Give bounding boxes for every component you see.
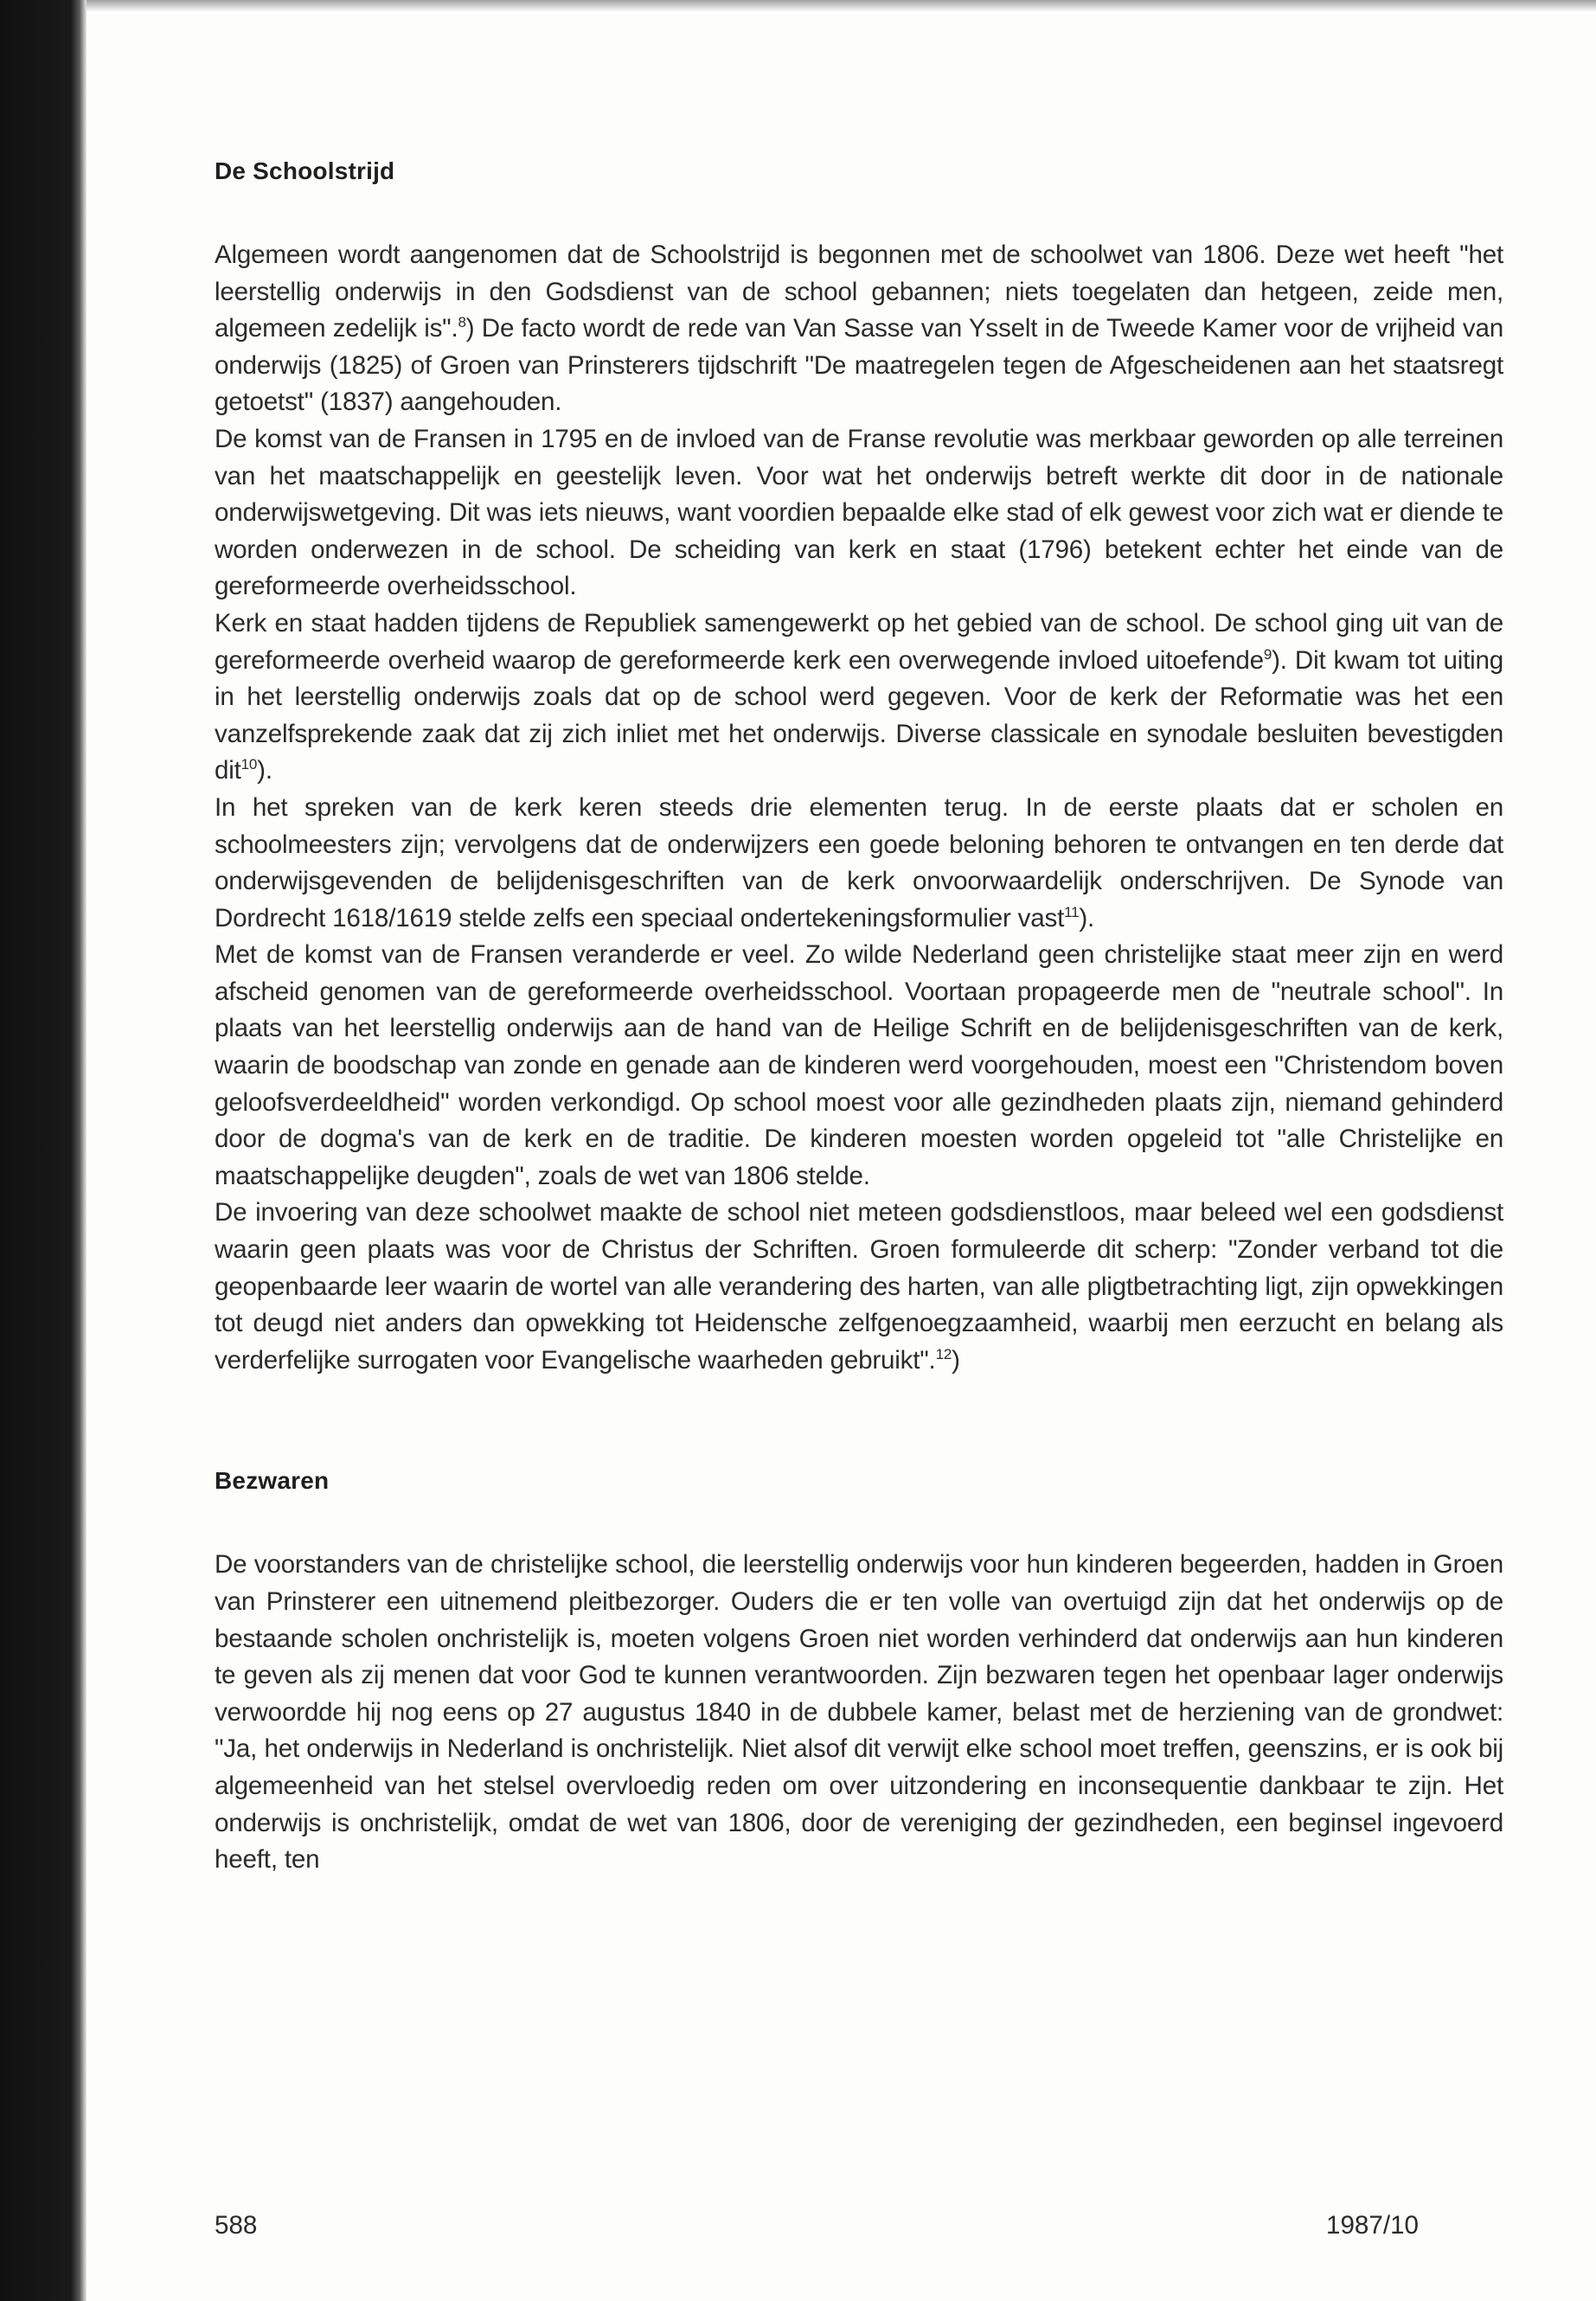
section-bezwaren xyxy=(215,1467,1503,1878)
paragraph-3 xyxy=(215,606,1503,790)
paragraph-text: ) xyxy=(952,1345,960,1375)
page-number: 588 xyxy=(215,2211,258,2240)
paragraph-text: De invoering van deze schoolwet maakte de school niet meteen godsdienstloos, maar beleed wel een godsdienst waarin geen plaats was voor de Christus der Schriften. Groen formuleerde dit scherp: "Zonder verband tot die geopenbaarde leer waarin de wortel van alle verandering des harten, van alle pligtbetrachting ligt, zijn opwekkingen tot deugd niet anders dan opwekking tot Heidensche zelfgenoegzaamheid, waarbij men eerzucht en belang als verderfelijke surrogaten voor Evangelische waarheden gebruikt". xyxy=(215,1198,1503,1375)
paragraph-text: In het spreken van de kerk keren steeds drie elementen terug. In de eerste plaats dat er scholen en schoolmeesters zijn; vervolgens dat de onderwijzers een goede beloning behoren te ontvangen en ten derde dat onderwijsgevenden de belijdenisgeschriften van de kerk onvoorwaardelijk onderschrijven. De Synode van Dordrecht 1618/1619 stelde zelfs een speciaal ondertekeningsformulier vast xyxy=(215,792,1503,933)
paragraph-text: Algemeen wordt aangenomen dat de Schoolstrijd is begonnen met de schoolwet van 1806. Deze wet heeft "het leerstellig onderwijs in den Godsdienst van de school gebannen; niets toegelaten dan hetgeen, zeide men, algemeen zedelijk is". xyxy=(215,240,1503,343)
section-title-schoolstrijd: De Schoolstrijd xyxy=(215,157,395,184)
paragraph-2: De komst van de Fransen in 1795 en de invloed van de Franse revolutie was merkbaar geworden op alle terreinen van het maatschappelijk en geestelijk leven. Voor wat het onderwijs betreft werkte dit door in de nationale onderwijswetgeving. Dit was iets nieuws, want voordien bepaalde elke stad of elk gewest voor zich wat er diende te worden onderwezen in de school. De scheiding van kerk en staat (1796) betekent echter het einde van de gereformeerde overheidsschool. xyxy=(215,424,1503,601)
scan-edge-left xyxy=(0,0,87,2301)
section-text-schoolstrijd xyxy=(215,237,1503,1379)
paragraph-text: ). xyxy=(1079,903,1095,933)
footnote-ref-9: 9 xyxy=(1263,645,1272,663)
paragraph-1 xyxy=(215,237,1503,421)
paragraph-text: Kerk en staat hadden tijdens de Republiek samengewerkt op het gebied van de school. De school ging uit van de gereformeerde overheid waarop de gereformeerde kerk een overwegende invloed uitoefende xyxy=(215,608,1503,675)
paragraph-5: Met de komst van de Fransen veranderde er veel. Zo wilde Nederland geen christelijke staat meer zijn en werd afscheid genomen van de gereformeerde overheidsschool. Voortaan propageerde men de "neutrale school". In plaats van het leerstellig onderwijs aan de hand van de Heilige Schrift en de belijdenisgeschriften van de kerk, waarin de boodschap van zonde en genade aan de kinderen werd voorgehouden, moest een "Christendom boven geloofsverdeeldheid" worden verkondigd. Op school moest voor alle gezindheden plaats zijn, niemand gehinderd door de dogma's van de kerk en de traditie. De kinderen moesten worden opgeleid tot "alle Christelijke en maatschappelijke deugden", zoals de wet van 1806 stelde. xyxy=(215,940,1503,1190)
paragraph-text: ) De facto wordt de rede van Van Sasse van Ysselt in de Tweede Kamer voor de vrijheid van onderwijs (1825) of Groen van Prinsterers tijdschrift "De maatregelen tegen de Afgescheidenen aan het staatsregt getoetst" (1837) aangehouden. xyxy=(215,314,1503,417)
document-page xyxy=(87,12,1596,2301)
footnote-ref-8: 8 xyxy=(458,314,466,331)
section-de-schoolstrijd xyxy=(215,157,1503,1379)
footnote-ref-11: 11 xyxy=(1064,903,1080,920)
section-text-bezwaren xyxy=(215,1547,1503,1878)
scan-edge-top xyxy=(87,0,1596,12)
paragraph-text: ). xyxy=(257,756,272,785)
paragraph-4 xyxy=(215,790,1503,937)
article-body xyxy=(215,157,1503,1879)
paragraph-text: ). Dit kwam tot uiting in het leerstellig onderwijs zoals dat op de school werd gegeven. Voor de kerk der Reformatie was het een vanzelfsprekende zaak dat zij zich inliet met het onderwijs. Diverse classicale en synodale besluiten bevestigden dit xyxy=(215,645,1503,785)
paragraph-6 xyxy=(215,1195,1503,1379)
section-title-bezwaren: Bezwaren xyxy=(215,1467,330,1495)
footnote-ref-10: 10 xyxy=(240,756,258,773)
issue-number: 1987/10 xyxy=(1326,2211,1419,2240)
paragraph-7: De voorstanders van de christelijke school, die leerstellig onderwijs voor hun kinderen begeerden, hadden in Groen van Prinsterer een uitnemend pleitbezorger. Ouders die er ten volle van overtuigd zijn dat het onderwijs op de bestaande scholen onchristelijk is, moeten volgens Groen niet worden verhinderd dat onderwijs aan hun kinderen te geven als zij menen dat voor God te kunnen verantwoorden. Zijn bezwaren tegen het openbaar lager onderwijs verwoordde hij nog eens op 27 augustus 1840 in de dubbele kamer, belast met de herziening van de grondwet: "Ja, het onderwijs in Nederland is onchristelijk. Niet alsof dit verwijt elke school moet treffen, geenszins, er is ook bij algemeenheid van het stelsel overvloedig reden om over uitzondering en inconsequentie dankbaar te zijn. Het onderwijs is onchristelijk, omdat de wet van 1806, door de vereniging der gezindheden, een beginsel ingevoerd heeft, ten xyxy=(215,1550,1503,1875)
footnote-ref-12: 12 xyxy=(935,1345,952,1362)
